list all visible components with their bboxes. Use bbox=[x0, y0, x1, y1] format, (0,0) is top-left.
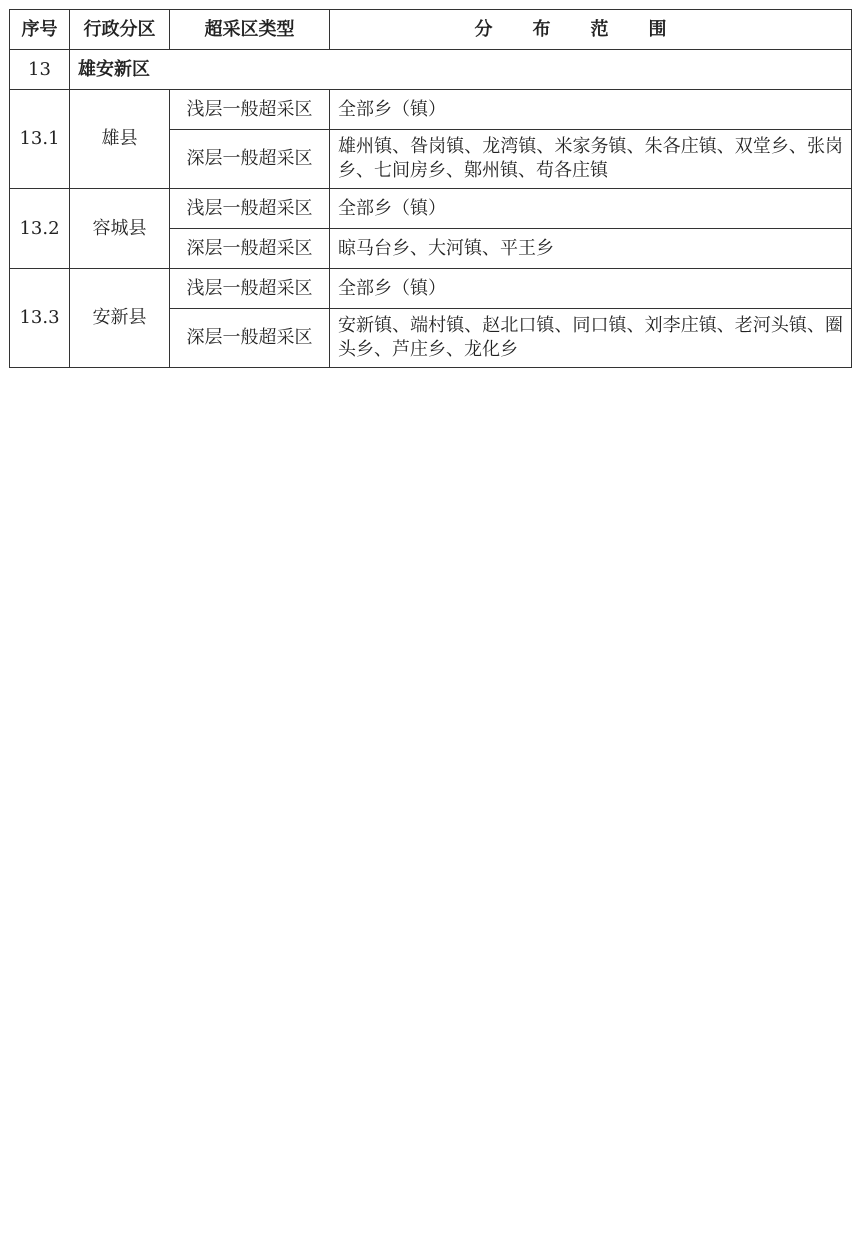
row-range: 全部乡（镇） bbox=[330, 189, 852, 229]
row-zone-type: 浅层一般超采区 bbox=[170, 269, 330, 309]
row-range: 全部乡（镇） bbox=[330, 90, 852, 130]
row-zone-type: 浅层一般超采区 bbox=[170, 90, 330, 130]
row-zone-type: 深层一般超采区 bbox=[170, 309, 330, 368]
header-seq: 序号 bbox=[10, 10, 70, 50]
group-row bbox=[10, 50, 852, 90]
header-district: 行政分区 bbox=[70, 10, 170, 50]
overdraft-zone-table bbox=[9, 9, 852, 368]
row-range: 晾马台乡、大河镇、平王乡 bbox=[330, 229, 852, 269]
row-county: 容城县 bbox=[70, 189, 170, 269]
row-seq: 13.3 bbox=[10, 269, 70, 368]
row-range: 雄州镇、昝岗镇、龙湾镇、米家务镇、朱各庄镇、双堂乡、张岗乡、七间房乡、鄚州镇、苟各庄镇 bbox=[330, 130, 852, 189]
row-zone-type: 浅层一般超采区 bbox=[170, 189, 330, 229]
header-range: 分布范围 bbox=[330, 10, 852, 50]
table-row bbox=[10, 269, 852, 309]
table-header-row bbox=[10, 10, 852, 50]
row-seq: 13.2 bbox=[10, 189, 70, 269]
row-zone-type: 深层一般超采区 bbox=[170, 130, 330, 189]
row-county: 安新县 bbox=[70, 269, 170, 368]
group-seq: 13 bbox=[10, 50, 70, 90]
row-range: 安新镇、端村镇、赵北口镇、同口镇、刘李庄镇、老河头镇、圈头乡、芦庄乡、龙化乡 bbox=[330, 309, 852, 368]
group-name: 雄安新区 bbox=[70, 50, 852, 90]
table-row bbox=[10, 90, 852, 130]
row-county: 雄县 bbox=[70, 90, 170, 189]
row-seq: 13.1 bbox=[10, 90, 70, 189]
row-range: 全部乡（镇） bbox=[330, 269, 852, 309]
row-zone-type: 深层一般超采区 bbox=[170, 229, 330, 269]
table-row bbox=[10, 189, 852, 229]
header-zone-type: 超采区类型 bbox=[170, 10, 330, 50]
